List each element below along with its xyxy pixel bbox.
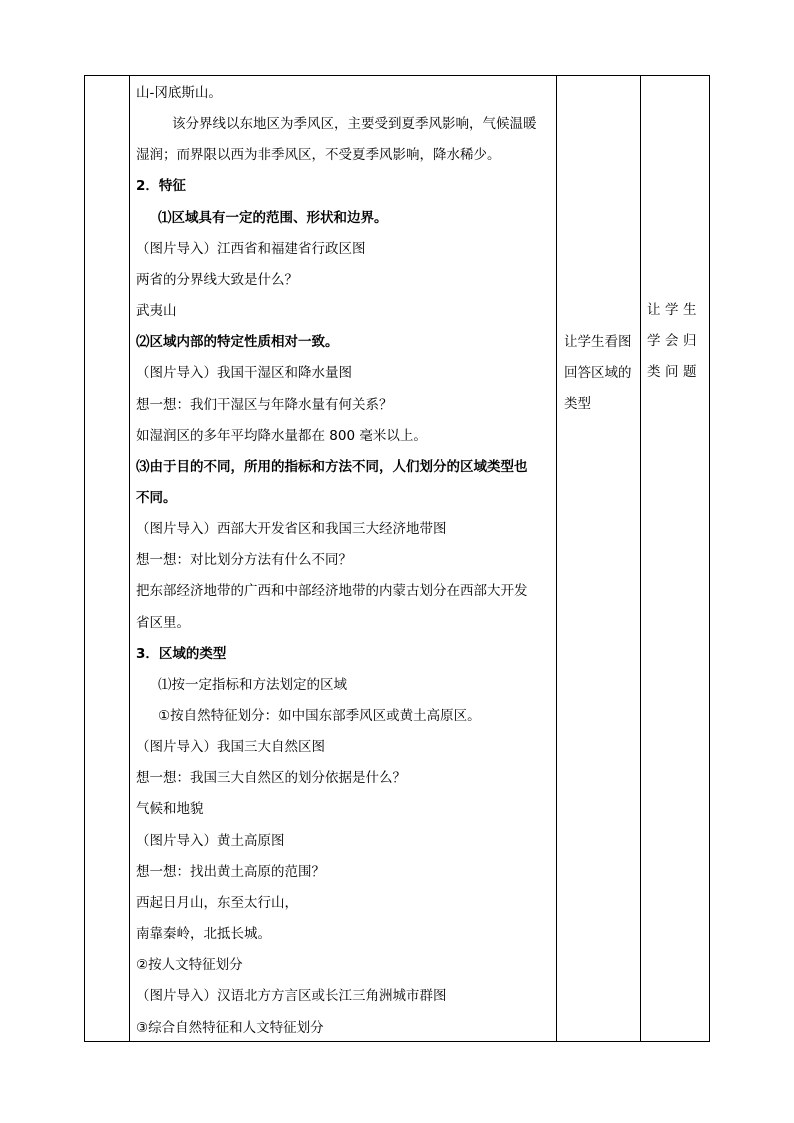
design-intent-line-2: 学会归 (647, 333, 701, 349)
content-line: 武夷山 (136, 303, 177, 320)
content-line: ⑴区域具有一定的范围、形状和边界。 (158, 209, 388, 226)
content-line: ③综合自然特征和人文特征划分 (136, 1019, 324, 1036)
table-bottom-border (84, 1041, 710, 1042)
content-line: （图片导入）西部大开发省区和我国三大经济地带图 (136, 521, 447, 538)
student-activity-line-1: 让学生看图 (564, 334, 632, 350)
content-line: 2．特征 (136, 178, 186, 195)
content-line: 把东部经济地带的广西和中部经济地带的内蒙古划分在西部大开发 (136, 583, 528, 600)
content-line: （图片导入）黄土高原图 (136, 832, 285, 849)
content-line: 想一想：我们干湿区与年降水量有何关系？ (136, 396, 393, 413)
content-line: （图片导入）江西省和福建省行政区图 (136, 240, 366, 257)
design-intent-line-1: 让学生 (647, 302, 701, 318)
content-line: 不同。 (136, 489, 177, 506)
column-divider-1 (129, 75, 130, 1042)
student-activity-line-2: 回答区域的 (564, 365, 632, 381)
table-left-border (84, 75, 85, 1042)
content-line: ⑵区域内部的特定性质相对一致。 (136, 334, 339, 351)
content-line: （图片导入）汉语北方方言区或长江三角洲城市群图 (136, 988, 447, 1005)
content-line: 湿润；而界限以西为非季风区，不受夏季风影响，降水稀少。 (136, 147, 501, 164)
content-line: 想一想：找出黄土高原的范围？ (136, 863, 325, 880)
content-line: ②按人文特征划分 (136, 957, 243, 974)
lesson-plan-table (84, 75, 710, 1042)
teaching-content-cell (136, 75, 554, 1041)
content-line: ⑶由于目的不同，所用的指标和方法不同，人们划分的区域类型也 (136, 458, 528, 475)
content-line: 3．区域的类型 (136, 645, 227, 662)
student-activity-cell (564, 327, 642, 420)
content-line: 想一想：我国三大自然区的划分依据是什么？ (136, 770, 406, 787)
content-line: 气候和地貌 (136, 801, 204, 818)
column-divider-3 (640, 75, 641, 1042)
content-line: 如湿润区的多年平均降水量都在 800 毫米以上。 (136, 427, 427, 444)
student-activity-line-3: 类型 (564, 396, 591, 412)
column-divider-2 (556, 75, 557, 1042)
content-line: 两省的分界线大致是什么？ (136, 271, 298, 288)
content-line: 西起日月山，东至太行山， (136, 894, 298, 911)
content-line: 省区里。 (136, 614, 190, 631)
content-line: ⑴按一定指标和方法划定的区域 (158, 676, 347, 693)
design-intent-cell (647, 295, 705, 388)
content-line: 该分界线以东地区为季风区，主要受到夏季风影响，气候温暖 (172, 116, 537, 133)
content-line: 山-冈底斯山。 (136, 85, 222, 101)
content-line: （图片导入）我国三大自然区图 (136, 739, 325, 756)
content-line: 想一想：对比划分方法有什么不同？ (136, 552, 352, 569)
content-line: ①按自然特征划分：如中国东部季风区或黄土高原区。 (158, 708, 481, 724)
content-line: （图片导入）我国干湿区和降水量图 (136, 365, 352, 382)
design-intent-line-3: 类问题 (647, 364, 701, 380)
table-right-border (709, 75, 710, 1042)
content-line: 南靠秦岭，北抵长城。 (136, 926, 271, 943)
